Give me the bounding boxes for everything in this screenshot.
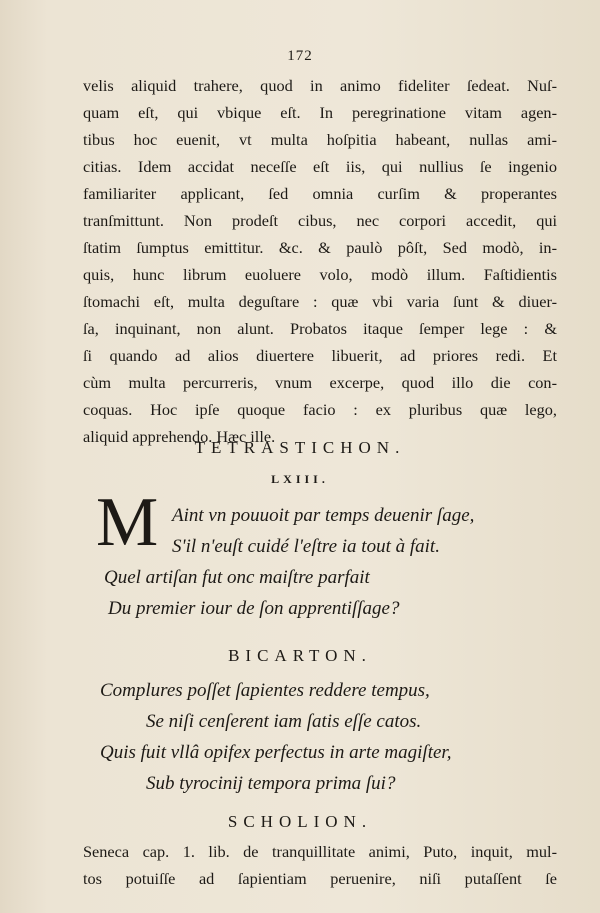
prose-line: citias. Idem accidat neceſſe eſt iis, qui nullius ſe ingenio	[83, 157, 557, 176]
prose-line: familiariter applicant, ſed omnia curſim & properantes	[83, 184, 557, 203]
prose-line: tos potuiſſe ad ſapientiam peruenire, niſi putaſſent ſe	[83, 869, 557, 888]
prose-line: tranſmittunt. Non prodeſt cibus, nec corpori accedit, qui	[83, 211, 557, 230]
prose-line: aliquid apprehendo. Hæc ille.	[83, 427, 276, 446]
prose-line: ſa, inquinant, non alunt. Probatos itaque ſemper lege : &	[83, 319, 557, 338]
heading-scholion: SCHOLION.	[227, 812, 373, 831]
subheading-number: LXIII.	[271, 472, 329, 486]
prose-line: velis aliquid trahere, quod in animo fideliter ſedeat. Nuſ-	[83, 76, 557, 95]
heading-bicarton: BICARTON.	[228, 646, 372, 665]
prose-line: ſi quando ad alios diuertere libuerit, ad priores redi. Et	[83, 346, 557, 365]
prose-line: ſtomachi eſt, multa deguſtare : quæ vbi varia ſunt & diuer-	[83, 292, 557, 311]
drop-cap: M	[96, 484, 159, 561]
latin-verse	[100, 675, 570, 799]
prose-block-top	[83, 72, 557, 450]
verse-line: Quel artiſan fut onc maiſtre parfait	[104, 567, 370, 588]
verse-line: Complures poſſet ſapientes reddere tempus,	[100, 680, 430, 701]
verse-line: Aint vn pouuoit par temps deuenir ſage,	[172, 505, 475, 526]
verse-line: S'il n'euſt cuidé l'eſtre ia tout à fait.	[172, 536, 440, 557]
prose-line: cùm multa percurreris, vnum excerpe, quod illo die con-	[83, 373, 557, 392]
prose-line: quam eſt, qui vbique eſt. In peregrinatione vitam agen-	[83, 103, 557, 122]
verse-line: Du premier iour de ſon apprentiſſage?	[108, 598, 400, 619]
page-number: 172	[287, 48, 313, 64]
prose-line: ſtatim ſumptus emittitur. &c. & paulò pôſt, Sed modò, in-	[83, 238, 557, 257]
verse-line: Quis fuit vllâ opifex perfectus in arte magiſter,	[100, 742, 452, 763]
prose-line: Seneca cap. 1. lib. de tranquillitate animi, Puto, inquit, mul-	[83, 842, 557, 861]
prose-line: quis, hunc librum euoluere volo, modò illum. Faſtidientis	[83, 265, 557, 284]
prose-line: tibus hoc euenit, vt multa hoſpitia habeant, nullas ami-	[83, 130, 557, 149]
prose-line: coquas. Hoc ipſe quoque facio : ex pluribus quæ lego,	[83, 400, 557, 419]
french-verse	[96, 500, 566, 624]
heading-tetrastichon: TETRASTICHON.	[194, 438, 406, 457]
verse-line: Sub tyrocinij tempora prima ſui?	[146, 773, 396, 794]
prose-block-bottom	[83, 838, 557, 892]
verse-line: Se niſi cenſerent iam ſatis eſſe catos.	[146, 711, 422, 732]
